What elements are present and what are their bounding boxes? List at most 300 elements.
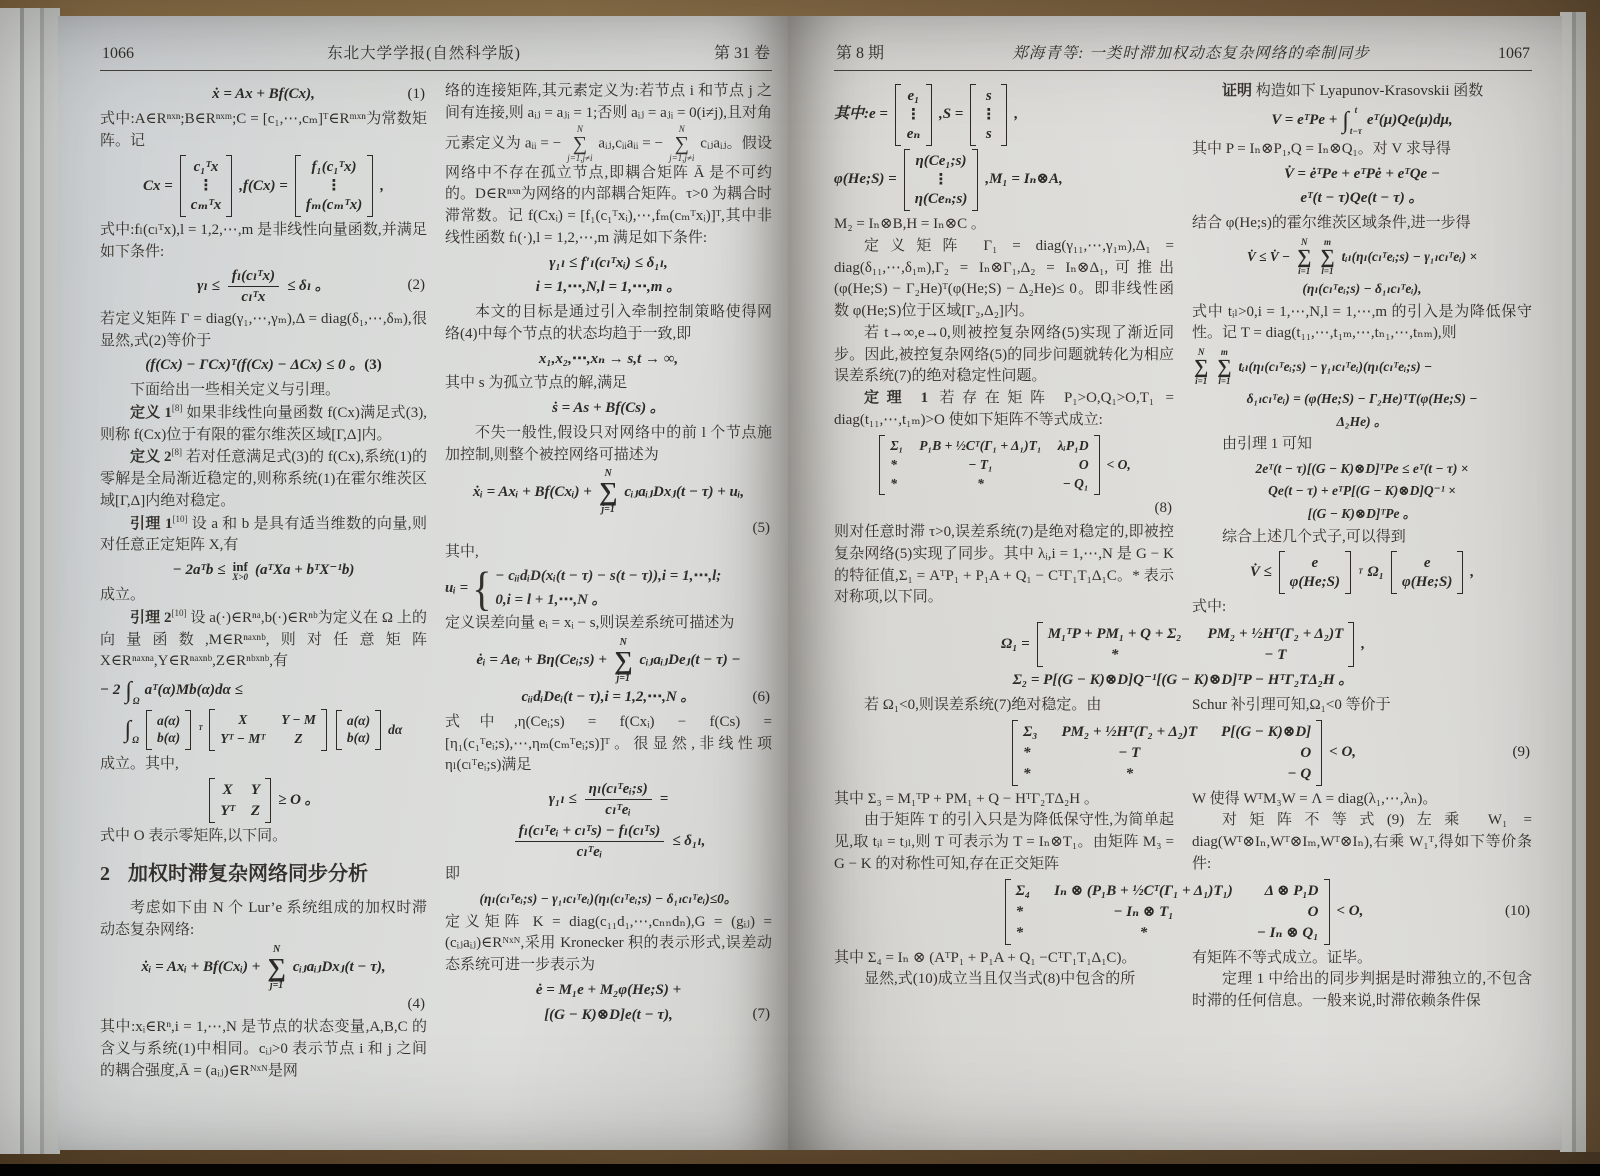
equation-text: Δ₂He) 。 (1336, 413, 1388, 429)
matrix-cell: P₁B + ½Cᵀ(Γ₁ + Δ₁)T₁ (919, 437, 1042, 453)
equation-1 (100, 84, 427, 106)
paragraph-text: 有矩阵不等式成立。证毕。 (1192, 949, 1373, 966)
matrix-cell: * (1022, 744, 1031, 761)
matrix-cell: P[(G − K)⊗D] (1221, 723, 1312, 740)
matrix-cell: O (1307, 903, 1319, 920)
equation-text: aᵀ(α)Mb(α)dα ≤ (144, 682, 243, 699)
sum-operator (567, 125, 592, 163)
paragraph (445, 613, 772, 635)
paragraph (445, 864, 772, 886)
vector (1279, 551, 1351, 594)
paragraph (834, 948, 1174, 970)
equation-text: γ₁ₗ ≤ (548, 790, 577, 807)
sum-sign: ∑ (1297, 245, 1312, 268)
matrix-cell: Σ₃ (1022, 723, 1038, 740)
equation-text: i = 1,⋯,N,l = 1,⋯,m 。 (535, 279, 682, 296)
left-page (58, 16, 788, 1150)
right-page-section-d (834, 948, 1532, 1013)
matrix (209, 709, 327, 750)
matrix-cell: ⋮ (933, 172, 949, 189)
equation-text: uᵢ = (445, 579, 469, 596)
equation-text: 其中:e = (834, 106, 888, 123)
matrix-cell: Z (294, 731, 303, 747)
matrix (1005, 879, 1330, 945)
matrix (180, 155, 233, 217)
matrix-cell: Σ₁ (890, 437, 904, 453)
equation-text: (ηₗ(cₗᵀeᵢ;s) − γ₁ₗcₗᵀeᵢ)(ηₗ(cₗᵀeᵢ;s) − δ₁ₗcₗᵀeᵢ)≤0。 (479, 890, 738, 906)
bracket-left (895, 84, 901, 146)
sum-sign: ∑ (1217, 356, 1232, 378)
matrix-cell: η(Ceₙ;s) (914, 191, 968, 208)
equation-6 (445, 638, 772, 684)
fraction-denominator: cₗᵀeᵢ (605, 802, 631, 819)
matrix-cell: X (222, 782, 233, 799)
inf-operator (232, 560, 248, 582)
sum-lower: j=1 (616, 673, 630, 685)
brace: { (472, 561, 492, 616)
paragraph-text: 设 a(·)∈Rⁿᵃ,b(·)∈Rⁿᵇ为定义在 Ω 上的向量函数,M∈Rⁿᵃˣⁿᵇ,则对任意矩阵 X∈Rⁿᵃˣⁿᵃ,Y∈Rⁿᵃˣⁿᵇ,Z∈Rⁿᵇˣⁿᵇ,有 (100, 609, 427, 670)
sum-upper: N (1300, 236, 1308, 247)
right-page-header (834, 42, 1532, 71)
left-page-column-2 (445, 81, 772, 1082)
journal-title: 东北大学学报(自然科学版) (327, 44, 521, 62)
sum-lower: j=1,j≠i (669, 152, 695, 163)
bracket-right (375, 710, 381, 749)
integral (125, 676, 139, 706)
equation-text: γ₁ₗ ≤ f′ₗ(cₗᵀxᵢ) ≤ δ₁ₗ, (549, 254, 668, 271)
equation-number: (5) (752, 520, 770, 537)
sum-sign: ∑ (613, 646, 633, 676)
equation-text: cᵢⱼaᵢⱼDxⱼ(t − τ) + uᵢ, (624, 483, 745, 500)
bracket-right (1094, 435, 1100, 496)
matrix-cell: Iₙ ⊗ (P₁B + ½Cᵀ(Γ₁ + Δ₁)T₁) (1054, 882, 1233, 899)
equation-text: ≤ δₗ 。 (287, 277, 330, 294)
theorem-label: 定理 1 (864, 390, 929, 407)
paragraph (445, 423, 772, 467)
matrix-cell: M₁ᵀP + PM₁ + Q + Σ₂ (1047, 626, 1182, 643)
paragraph-text: 构造如下 Lyapunov-Krasovskii 函数 (1252, 83, 1484, 100)
matrix-cell: X (238, 712, 248, 728)
sum-sign: ∑ (1320, 245, 1335, 268)
paragraph (445, 542, 772, 564)
equation-e-s-vectors (834, 84, 1174, 146)
equation-isolated-node (445, 398, 772, 420)
paragraph-text: 若 Ω₁<0,则误差系统(7)绝对稳定。由 (864, 696, 1102, 713)
paragraph-text: 其中 s 为孤立节点的解,满足 (445, 375, 628, 392)
bracket-left (879, 435, 885, 496)
paragraph (834, 323, 1174, 388)
bracket-left (1279, 551, 1285, 594)
bracket-right (972, 149, 978, 211)
paragraph (100, 898, 427, 942)
definition-1 (100, 402, 427, 447)
equation-text: , (380, 177, 385, 194)
schur-sentence-row (834, 695, 1532, 717)
equation-text: x₁,x₂,⋯,xₙ → s,t → ∞, (538, 350, 679, 367)
equation-vdot-bound-line2 (1192, 279, 1532, 299)
equation-text: dα (388, 722, 403, 738)
matrix-cell: ⋮ (905, 107, 921, 124)
paragraph-text: 下面给出一些相关定义与引理。 (130, 382, 341, 399)
lemma-1 (100, 513, 427, 558)
paragraph-text: 对矩阵不等式(9)左乘 W₁ = diag(Wᵀ⊗Iₙ,Wᵀ⊗Iₘ,Wᵀ⊗Iₙ),右乘 W₁ᵀ,得如下等价条件: (1192, 812, 1532, 872)
equation-text: V̇ = ėᵀPe + eᵀPė + eᵀQe − (1283, 165, 1441, 182)
matrix-cell: φ(He;S) (1289, 574, 1340, 591)
matrix-cell: ⋮ (981, 107, 997, 124)
paragraph-text: 定义矩阵 Γ₁ = diag(γ₁₁,⋯,γ₁ₘ),Δ₁ = diag(δ₁₁,⋯,δ₁ₘ),Γ₂ = Iₙ⊗Γ₁,Δ₂ = Iₙ⊗Δ₁,可推出(φ(He;S) − Γ₂He)ᵀ(φ(He;S) − Δ₂He)≤ 0。即非线性函数 φ(He;S)位于区域[Γ₂,Δ₂]内。 (834, 237, 1174, 320)
right-page (788, 16, 1562, 1150)
page-number: 1067 (1498, 45, 1530, 62)
sum-upper: N (1197, 347, 1205, 357)
fraction-denominator: cₗᵀx (241, 288, 266, 305)
paragraph-text: cᵢⱼaᵢⱼ。假设网络中不存在孤立节点,即耦合矩阵 Ā 是不可约的。D∈Rⁿˣⁿ为网络的内部耦合矩阵。τ>0 为耦合时滞常数。记 f(Cxᵢ) = [f₁(c₁ᵀxᵢ),⋯,fₘ(cₘᵀxᵢ)]ᵀ,其中非线性函数 fₗ(·),l = 1,2,⋯,m 满足如下条件: (445, 135, 772, 246)
equation-text: ṡ = As + Bf(Cs) 。 (552, 400, 665, 417)
equation-number-line (834, 498, 1172, 520)
paragraph (834, 214, 1174, 236)
bracket-right (367, 155, 373, 217)
equation-sector-condition (445, 889, 772, 909)
matrix-cell: − Iₙ ⊗ T₁ (1113, 903, 1174, 920)
paragraph-text: 其中 Σ₃ = M₁ᵀP + PM₁ + Q − HᵀΓ₂TΔ₂H 。 (834, 790, 1099, 807)
lemma-label: 引理 2 (130, 609, 172, 626)
equation-lemma1-apply-line3 (1192, 504, 1532, 524)
issue-label: 第 8 期 (836, 45, 885, 62)
inf-subscript: X>0 (232, 572, 249, 583)
sum-operator (614, 638, 633, 684)
bracket-left (1391, 551, 1397, 594)
paragraph-text: CᵀΓ₁T₁Δ₁C)。 (1047, 949, 1137, 966)
matrix-cell: Y (250, 782, 261, 799)
sum-sign: ∑ (1194, 356, 1209, 378)
matrix-cell: − Q₁ (1062, 476, 1089, 492)
right-page-section-c (834, 789, 1532, 876)
paragraph (834, 522, 1174, 609)
sum-operator (1217, 348, 1231, 386)
paragraph-text: 成立。 (100, 587, 146, 604)
definition-2 (100, 446, 427, 512)
paragraph-text: 由于矩阵 T 的引入只是为降低保守性,为简单起见,取 tᵢₗ = tⱼₗ,则 T 可表示为 T = Iₙ⊗T₁。由矩阵 M₃ = G − K 的对称性可知,存在正交矩阵 (834, 812, 1174, 872)
equation-text: ≤ δ₁ₗ, (672, 832, 706, 849)
volume-label: 第 31 卷 (713, 45, 770, 62)
bracket-right (1316, 720, 1322, 786)
integral-lower: Ω (132, 696, 140, 707)
equation-text: eᵀ(t − τ)Qe(t − τ) 。 (1300, 190, 1424, 207)
vector (904, 149, 979, 211)
equation-7-line2 (445, 1005, 772, 1027)
equation-text: ≥ O 。 (278, 791, 320, 808)
equation-text: 2eᵀ(t − τ)[(G − K)⊗D]ᵀPe ≤ eᵀ(t − τ) × (1255, 460, 1469, 476)
paragraph-text: 定理 1 中给出的同步判据是时滞独立的,不包含时滞的任何信息。一般来说,时滞依赖条件保 (1192, 971, 1532, 1010)
equation-number: (1) (407, 86, 425, 103)
equation-text: , (1361, 635, 1365, 652)
paragraph (1192, 597, 1532, 619)
equation-5 (445, 469, 772, 515)
section-heading (100, 860, 427, 889)
matrix-cell: * (1022, 765, 1031, 782)
matrix-cell: ⋮ (198, 178, 214, 195)
sum-operator (267, 945, 286, 991)
equation-lemma1-apply (1192, 459, 1532, 479)
equation-lemma2-rhs (100, 709, 427, 750)
left-page-column-1 (100, 81, 427, 1082)
matrix-cell: * (1110, 647, 1119, 664)
integral (1342, 106, 1362, 136)
bracket-left (180, 155, 186, 217)
wide-equation-band (834, 622, 1532, 786)
sum-sign: ∑ (267, 952, 286, 982)
matrix-cell: e (1423, 555, 1431, 572)
paragraph (1192, 302, 1532, 346)
paragraph (1192, 789, 1532, 811)
equation-text: cᵢⱼaᵢⱼDeⱼ(t − τ) − (639, 652, 741, 669)
bracket-right (1345, 551, 1351, 594)
paragraph (100, 1017, 427, 1082)
equation-text: V̇ ≤ V̇ − (1246, 249, 1291, 265)
bracket-right (926, 84, 932, 146)
matrix (1012, 720, 1322, 786)
bracket-right (1324, 879, 1330, 945)
equation-text: V̇ ≤ (1249, 563, 1272, 580)
bracket-right (265, 778, 271, 823)
vector (895, 84, 932, 146)
paragraph (1192, 969, 1532, 1013)
equation-number: (10) (1505, 902, 1530, 919)
equation-lemma1-apply-line2 (1192, 481, 1532, 501)
equation-text: − 2 (100, 682, 121, 699)
left-page-header (100, 42, 772, 71)
equation-text: ,f(Cx) = (239, 177, 288, 194)
equation-gamma-line2 (445, 277, 772, 299)
matrix-cell: − T₁ (968, 456, 993, 472)
equation-text: (f(Cx) − ΓCx)ᵀ(f(Cx) − ΔCx) ≤ 0 。 (145, 357, 365, 374)
equation-text: ėᵢ = Aeᵢ + Bη(Ceᵢ;s) + (476, 652, 607, 669)
equation-lemma1 (100, 560, 427, 582)
matrix (1037, 622, 1355, 667)
equation-eta-bound (445, 780, 772, 819)
matrix-cell: * (890, 476, 897, 492)
bracket-left (209, 778, 215, 823)
paragraph (834, 789, 1174, 811)
equation-text: tᵢₗ(ηₗ(cₗᵀeᵢ;s) − γ₁ₗcₗᵀeᵢ) × (1341, 249, 1478, 265)
equation-number: (4) (407, 995, 425, 1012)
matrix-cell: fₘ(cₘᵀx) (305, 197, 363, 214)
paragraph (100, 754, 427, 776)
paragraph (445, 302, 772, 346)
paragraph (1192, 948, 1532, 970)
equation-phi-vector (834, 149, 1174, 211)
bracket-right (1348, 622, 1354, 667)
paragraph (445, 81, 772, 250)
paragraph-text: 式中:A∈Rⁿˣⁿ;B∈Rⁿˣᵐ;C = [c₁,⋯,cₘ]ᵀ∈Rᵐˣⁿ为常数矩阵。记 (100, 110, 427, 149)
vector (1391, 551, 1463, 594)
equation-text: cᵢᵢdᵢDeᵢ(t − τ),i = 1,2,⋯,N 。 (521, 689, 696, 706)
paragraph (445, 712, 772, 777)
photo-dark-edge (0, 1164, 1600, 1176)
equation-text: (ηₗ(cₗᵀeᵢ;s) − δ₁ₗcₗᵀeᵢ), (1302, 280, 1422, 296)
matrix-cell: − Iₙ ⊗ Q₁ (1256, 924, 1319, 941)
sum-sign: ∑ (674, 132, 689, 155)
paragraph-text: 不失一般性,假设只对网络中的前 l 个节点施加控制,则整个被控网络可描述为 (445, 424, 772, 463)
paragraph-text: 显然,式(10)成立当且仅当式(8)中包含的所 (864, 971, 1136, 988)
equation-text: tᵢₗ(ηₗ(cₗᵀeᵢ;s) − γ₁ₗcₗᵀeᵢ)(ηₗ(cₗᵀeᵢ;s) − (1238, 359, 1433, 375)
matrix-cell: c₁ᵀx (193, 159, 219, 176)
integral-sign: ∫ (125, 678, 132, 705)
equation-double-sum-line2 (1192, 389, 1532, 409)
matrix (879, 435, 1099, 496)
equation-text: ẋ = Ax + Bf(Cx), (212, 86, 315, 103)
sum-upper: N (604, 468, 612, 480)
equation-text: cᵢⱼaᵢⱼDxⱼ(t − τ), (292, 958, 386, 975)
equation-vdot-bound (1192, 238, 1532, 276)
matrix-cell: s (985, 126, 992, 143)
equation-gamma (445, 253, 772, 275)
equation-number: (6) (752, 689, 770, 706)
sum-operator (669, 125, 694, 163)
equation-text: ,S = (938, 106, 964, 123)
matrix-cell: eₙ (906, 126, 921, 143)
paragraph-text: 本文的目标是通过引入牵制控制策略使得网络(4)中每个节点的状态均趋于一致,即 (445, 304, 772, 342)
paragraph (445, 912, 772, 977)
sum-operator (1194, 348, 1208, 386)
paragraph (100, 109, 427, 153)
equation-8 (834, 435, 1174, 496)
equation-number: (8) (1154, 500, 1172, 517)
equation-omega1 (834, 622, 1532, 667)
fraction-numerator: fₗ(cₗᵀeᵢ + cₗᵀs) − fₗ(cₗᵀs) (515, 822, 665, 842)
section-c-left (834, 789, 1174, 876)
equation-text: ẋᵢ = Axᵢ + Bf(Cxᵢ) + (472, 483, 592, 500)
paragraph-text: 式中 O 表示零矩阵,以下同。 (100, 828, 288, 845)
equation-lemma2-lhs (100, 676, 427, 706)
matrix-cell: * (1015, 903, 1024, 920)
equation-text: Ω₁ (1367, 563, 1384, 580)
page-number: 1066 (102, 45, 134, 62)
matrix-cell: PM₂ + ½Hᵀ(Γ₂ + Δ₂)T (1061, 723, 1198, 740)
equation-vdot-line2 (1192, 188, 1532, 210)
equation-vdot (1192, 164, 1532, 186)
theorem-1 (834, 388, 1174, 432)
equation-eta-bound-line2 (445, 822, 772, 861)
equation-sigma2 (834, 670, 1532, 692)
citation-ref: [8] (171, 447, 183, 458)
proof-paragraph (1192, 81, 1532, 103)
citation-ref: [10] (172, 513, 188, 524)
matrix-cell: − T (1264, 647, 1287, 664)
paragraph-text: aᵢⱼ,cᵢᵢaᵢᵢ = − (598, 135, 664, 152)
proof-label: 证明 (1222, 83, 1253, 100)
paragraph-text: 定义误差向量 eᵢ = xᵢ − s,则误差系统可描述为 (445, 615, 735, 632)
equation-text: δ₁ₗcₗᵀeᵢ) = (φ(He;S) − Γ₂He)ᵀT(φ(He;S) − (1246, 391, 1478, 406)
equation-2 (100, 267, 427, 306)
equation-text: Ω₁ = (1001, 635, 1030, 652)
equation-number-line (445, 518, 770, 540)
paragraph (834, 236, 1174, 323)
bracket-right (1457, 551, 1463, 594)
paragraph-text: 如果非线性向量函数 f(Cx)满足式(3),则称 f(Cx)位于有限的霍尔维茨区域[Γ,Δ]内。 (100, 404, 427, 443)
equation-text: Cx = (142, 177, 173, 194)
sum-upper: m (1220, 347, 1228, 357)
matrix-cell: * (1139, 924, 1148, 941)
fraction-denominator: cₗᵀeᵢ (576, 844, 603, 861)
paragraph (445, 373, 772, 395)
matrix-cell: e₁ (907, 88, 920, 105)
paragraph-text: 定义矩阵 K = diag(c₁₁d₁,⋯,cₙₙdₙ),G = (gᵢⱼ) = (cᵢⱼaᵢⱼ)∈Rᴺˣᴺ,采用 Kronecker 积的表示形式,误差动态系统可进一步表示为 (445, 913, 772, 973)
equation-vdot-omega (1192, 551, 1532, 594)
paragraph (100, 585, 427, 607)
equation-text: ẋᵢ = Axᵢ + Bf(Cxᵢ) + (141, 958, 261, 975)
integral-upper: t (1354, 104, 1358, 115)
equation-text: φ(He;S) = (834, 171, 897, 188)
sum-lower: i=1 (1195, 376, 1208, 386)
paragraph-text: 式中 tᵢₗ>0,i = 1,⋯,N,l = 1,⋯,m 的引入是为降低保守性。记 T = diag(t₁₁,⋯,t₁ₘ,⋯,tₙ₁,⋯,tₙₘ),则 (1192, 303, 1532, 342)
piecewise-control-input (445, 561, 772, 616)
paragraph (1192, 810, 1532, 875)
paragraph (1192, 213, 1532, 235)
equation-xyz (100, 778, 427, 823)
matrix-cell: Yᵀ (220, 803, 235, 820)
integral-sign: ∫ (124, 716, 132, 743)
paragraph-text: 综合上述几个式子,可以得到 (1222, 528, 1406, 545)
fraction (585, 780, 652, 819)
fraction-numerator: ηₗ(cₗᵀeᵢ;s) (585, 780, 652, 800)
equation-6-line2 (445, 687, 772, 709)
section-title: 加权时滞复杂网络同步分析 (128, 863, 368, 886)
citation-ref: [10] (171, 607, 187, 618)
equation-number: (7) (752, 1006, 770, 1023)
transpose-sup: ᵀ (1358, 565, 1363, 580)
lemma-label: 引理 1 (130, 515, 173, 532)
sum-lower: i=1 (1298, 265, 1311, 276)
sum-upper: N (678, 123, 685, 134)
paragraph (1192, 527, 1532, 549)
matrix-cell: * (890, 456, 897, 472)
matrix-cell: PM₂ + ½Hᵀ(Γ₂ + Δ₂)T (1207, 626, 1344, 643)
vector (970, 84, 1007, 146)
equation-text: , (1014, 106, 1019, 123)
page-stack-right-edge (1560, 12, 1600, 1152)
matrix (209, 778, 271, 823)
right-page-column-2 (1192, 81, 1532, 619)
matrix-cell: Yᵀ − Mᵀ (220, 731, 266, 747)
equation-text: Σ₂ = P[(G − K)⊗D]Q⁻¹[(G − K)⊗D]ᵀP − HᵀΓ₂TΔ₂H 。 (1012, 672, 1354, 689)
equation-text: , (1470, 563, 1475, 580)
paragraph (100, 826, 427, 848)
paragraph-text: 式中:fₗ(cₗᵀx),l = 1,2,⋯,m 是非线性向量函数,并满足如下条件: (100, 222, 427, 261)
equation-10 (834, 879, 1532, 945)
section-c-right (1192, 789, 1532, 876)
paragraph-text: W 使得 WᵀM₃W = Λ = diag(λ₁,⋯,λₙ)。 (1192, 790, 1438, 807)
equation-text: eᵀ(μ)Qe(μ)dμ, (1366, 112, 1453, 129)
integral-lower: Ω (132, 734, 139, 745)
bracket-left (209, 709, 215, 750)
bracket-right (321, 709, 327, 750)
sum-upper: N (619, 637, 627, 649)
matrix-cell: O (1300, 744, 1312, 761)
case-line: 0,i = l + 1,⋯,N 。 (495, 591, 607, 608)
equation-text: (aᵀXa + bᵀX⁻¹b) (255, 562, 355, 579)
equation-text: [(G − K)⊗D]e(t − τ), (544, 1006, 673, 1023)
matrix-cell: − T (1118, 744, 1141, 761)
vector (336, 710, 381, 749)
equation-text: < O, (1106, 457, 1131, 473)
bracket-left (970, 84, 976, 146)
matrix-cell: λᵢP₁D (1057, 437, 1089, 453)
equation-text: ė = M₁e + M₂φ(He;S) + (535, 981, 682, 998)
equation-text: − 2aᵀb ≤ (172, 562, 226, 579)
paragraph-text: 式中,η(Ceᵢ;s) = f(Cxᵢ) − f(Cs) = [η₁(c₁ᵀeᵢ;s),⋯,ηₘ(cₘᵀeᵢ;s)]ᵀ。很显然,非线性项 ηₗ(cₗᵀeᵢ;s)满足 (445, 713, 772, 774)
definition-label: 定义 1 (130, 404, 172, 421)
equation-3 (100, 355, 427, 377)
